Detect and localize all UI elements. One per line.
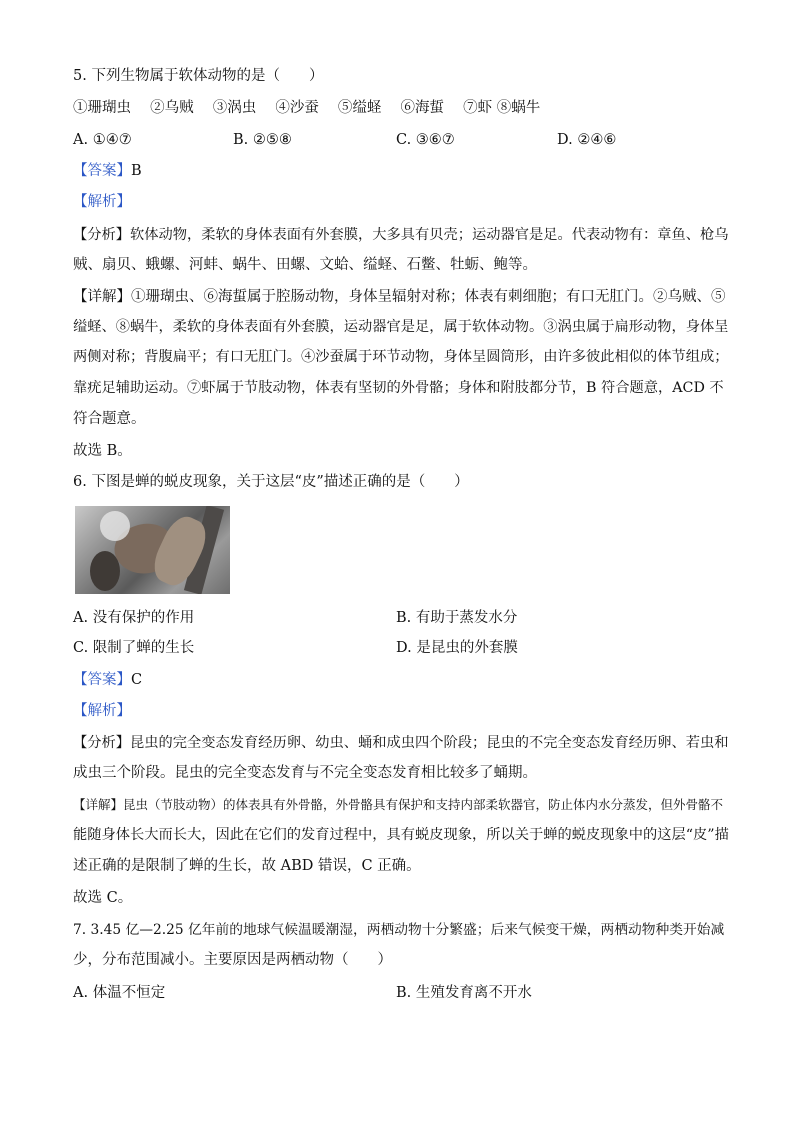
- q6-xiangjie-line-3: 述正确的是限制了蝉的生长，故 ABD 错误，C 正确。: [73, 858, 421, 874]
- q5-stem: 5. 下列生物属于软体动物的是（ ）: [73, 68, 324, 84]
- q5-option-d: D. ②④⑥: [557, 132, 617, 148]
- fenxi-tag: 【分析】: [73, 735, 131, 751]
- q5-xiangjie-line-2: 缢蛏、⑧蜗牛，柔软的身体表面有外套膜，运动器官是足，属于软体动物。③涡虫属于扁形动物，身体呈: [73, 319, 729, 335]
- fenxi-text: 软体动物，柔软的身体表面有外套膜，大多具有贝壳；运动器官是足。代表动物有：章鱼、枪乌: [130, 227, 729, 243]
- q5-option-b: B. ②⑤⑧: [233, 132, 292, 148]
- q6-analysis-tag: 【解析】: [73, 703, 131, 719]
- answer-tag: 【答案】: [73, 163, 131, 179]
- q6-option-d: D. 是昆虫的外套膜: [396, 640, 518, 656]
- cicada-molting-photo: [75, 506, 230, 594]
- q6-answer: [73, 670, 142, 690]
- q6-fenxi-line-2: 成虫三个阶段。昆虫的完全变态发育与不完全变态发育相比较多了蛹期。: [73, 765, 537, 781]
- q5-conclusion: 故选 B。: [73, 443, 132, 459]
- q6-option-b: B. 有助于蒸发水分: [396, 610, 518, 626]
- q5-xiangjie-line-5: 符合题意。: [73, 411, 146, 427]
- q7-option-a: A. 体温不恒定: [73, 985, 166, 1001]
- q5-answer: [73, 161, 142, 181]
- q7-option-b: B. 生殖发育离不开水: [396, 985, 532, 1001]
- q5-fenxi-line-1: [73, 225, 729, 245]
- q5-fenxi-line-2: 贼、扇贝、蛾螺、河蚌、蜗牛、田螺、文蛤、缢蛏、石鳖、牡蛎、鲍等。: [73, 257, 537, 273]
- answer-tag: 【答案】: [73, 672, 131, 688]
- q5-items: ①珊瑚虫 ②乌贼 ③涡虫 ④沙蚕 ⑤缢蛏 ⑥海蜇 ⑦虾 ⑧蜗牛: [73, 100, 541, 116]
- q5-xiangjie-line-3: 两侧对称；背腹扁平；有口无肛门。④沙蚕属于环节动物，身体呈圆筒形，由许多彼此相似的体节组成；: [73, 349, 729, 365]
- q5-xiangjie-line-4: 靠疣足辅助运动。⑦虾属于节肢动物，体表有坚韧的外骨骼；身体和附肢都分节，B 符合题意，ACD 不: [73, 380, 724, 396]
- q5-xiangjie-line-1: [73, 287, 726, 307]
- fenxi-text: 昆虫的完全变态发育经历卵、幼虫、蛹和成虫四个阶段；昆虫的不完全变态发育经历卵、若虫和: [130, 735, 729, 751]
- q7-stem-line-1: 7. 3.45 亿—2.25 亿年前的地球气候温暖潮湿，两栖动物十分繁盛；后来气候变干燥，两栖动物种类开始减: [73, 922, 725, 938]
- q6-option-c: C. 限制了蝉的生长: [73, 640, 195, 656]
- q5-option-a: A. ①④⑦: [73, 132, 132, 148]
- q6-option-a: A. 没有保护的作用: [73, 610, 195, 626]
- q6-fenxi-line-1: [73, 733, 729, 753]
- xiangjie-tag: 【详解】: [73, 289, 131, 305]
- answer-value: B: [131, 163, 142, 179]
- answer-value: C: [131, 672, 143, 688]
- q5-analysis-tag: 【解析】: [73, 194, 131, 210]
- xiangjie-text: ①珊瑚虫、⑥海蜇属于腔肠动物，身体呈辐射对称；体表有刺细胞；有口无肛门。②乌贼、⑤: [131, 289, 726, 305]
- fenxi-tag: 【分析】: [73, 227, 131, 243]
- q6-xiangjie-line-1: [73, 795, 723, 815]
- q6-conclusion: 故选 C。: [73, 890, 133, 906]
- xiangjie-text: 昆虫（节肢动物）的体表具有外骨骼，外骨骼具有保护和支持内部柔软器官，防止体内水分蒸发，但外骨骼不: [123, 797, 724, 812]
- xiangjie-tag: 【详解】: [73, 797, 124, 812]
- q7-stem-line-2: 少，分布范围减小。主要原因是两栖动物（ ）: [73, 952, 392, 968]
- q5-option-c: C. ③⑥⑦: [396, 132, 455, 148]
- q6-stem: 6. 下图是蝉的蜕皮现象，关于这层“皮”描述正确的是（ ）: [73, 474, 469, 490]
- q6-xiangjie-line-2: 能随身体长大而长大，因此在它们的发育过程中，具有蜕皮现象，所以关于蝉的蜕皮现象中的这层“皮”描: [73, 827, 729, 843]
